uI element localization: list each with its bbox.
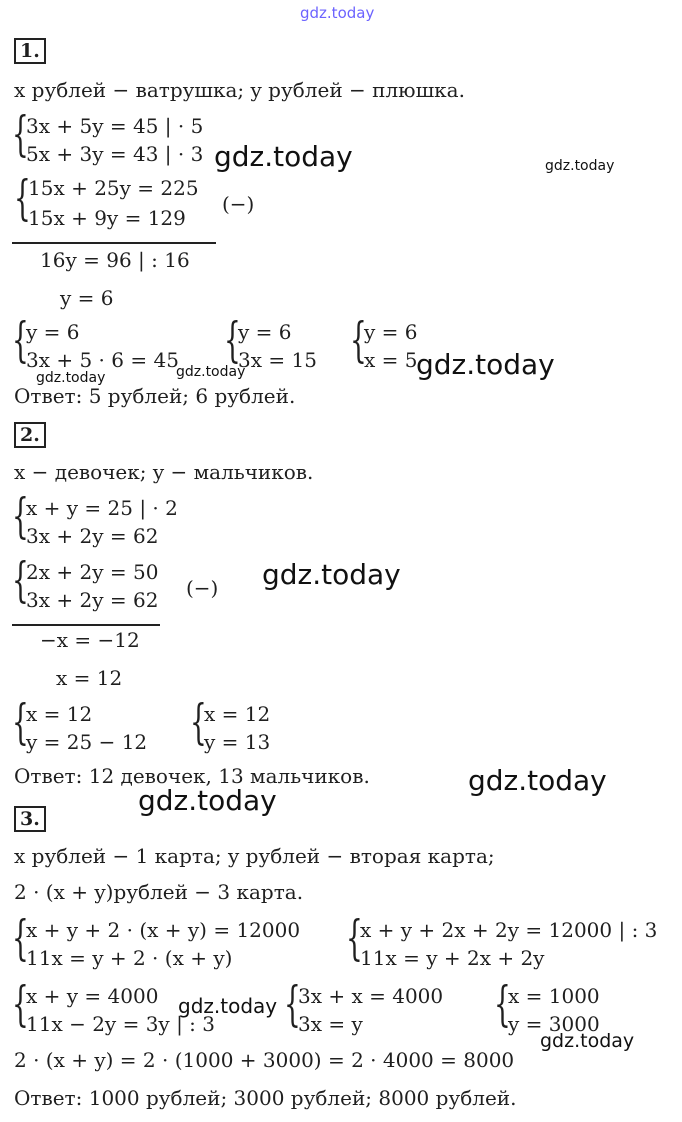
subtraction-line [12,624,160,626]
brace: { [350,312,367,368]
equation: 15x + 25y = 225 [28,176,199,200]
equation: 3x = y [298,1012,363,1036]
equation: 3x + 2y = 62 [26,588,159,612]
brace: { [190,694,207,750]
problem-2-answer: Ответ: 12 девочек, 13 мальчиков. [14,764,370,788]
problem-3-intro-line1: x рублей − 1 карта; y рублей − вторая карта; [14,844,495,868]
watermark: gdz.today [468,764,607,797]
brace: { [12,488,29,544]
brace: { [12,106,29,162]
minus-operator: (−) [186,576,219,600]
equation: x = 1000 [508,984,600,1008]
problem-1-intro: x рублей − ватрушка; y рублей − плюшка. [14,78,465,102]
equation: y = 25 − 12 [26,730,148,754]
result: y = 6 [60,286,114,310]
equation: 3x + 5y = 45 | · 5 [26,114,204,138]
equation: x = 12 [26,702,93,726]
brace: { [494,976,511,1032]
brace: { [12,552,29,608]
minus-operator: (−) [222,192,255,216]
problem-1-answer: Ответ: 5 рублей; 6 рублей. [14,384,296,408]
equation: 3x + x = 4000 [298,984,444,1008]
equation: 11x − 2y = 3y | : 3 [26,1012,215,1036]
problem-3-calculation: 2 · (x + y) = 2 · (1000 + 3000) = 2 · 4000 = 8000 [14,1048,515,1072]
watermark: gdz.today [36,370,106,386]
problem-2-intro: x − девочек; y − мальчиков. [14,460,314,484]
equation: 2x + 2y = 50 [26,560,159,584]
brace: { [12,910,29,966]
watermark: gdz.today [214,140,353,173]
subtraction-line [12,242,216,244]
watermark: gdz.today [540,1030,635,1052]
brace: { [224,312,241,368]
equation: 3x + 5 · 6 = 45 [26,348,179,372]
brace: { [284,976,301,1032]
equation: y = 3000 [508,1012,600,1036]
equation: x + y = 25 | · 2 [26,496,178,520]
difference: −x = −12 [40,628,140,652]
problem-3-answer: Ответ: 1000 рублей; 3000 рублей; 8000 рублей. [14,1086,517,1110]
watermark: gdz.today [176,364,246,380]
equation: x = 5 [364,348,418,372]
equation: 3x + 2y = 62 [26,524,159,548]
equation: 11x = y + 2 · (x + y) [26,946,233,970]
equation: y = 6 [238,320,292,344]
equation: x + y = 4000 [26,984,159,1008]
brace: { [346,910,363,966]
equation: y = 6 [26,320,80,344]
equation: y = 6 [364,320,418,344]
equation: 15x + 9y = 129 [28,206,186,230]
brace: { [14,170,31,226]
brace: { [12,694,29,750]
equation: x = 12 [204,702,271,726]
watermark: gdz.today [138,784,277,817]
result: x = 12 [56,666,123,690]
equation: x + y + 2x + 2y = 12000 | : 3 [360,918,658,942]
problem-3-intro-line2: 2 · (x + y)рублей − 3 карта. [14,880,304,904]
brace: { [12,976,29,1032]
watermark-top: gdz.today [300,4,375,22]
problem-1-number: 1. [14,38,46,64]
equation: 11x = y + 2x + 2y [360,946,545,970]
equation: y = 13 [204,730,271,754]
watermark: gdz.today [416,348,555,381]
watermark: gdz.today [262,558,401,591]
watermark: gdz.today [178,994,278,1018]
problem-2-number: 2. [14,422,46,448]
difference: 16y = 96 | : 16 [40,248,190,272]
equation: 3x = 15 [238,348,317,372]
watermark: gdz.today [545,158,615,174]
problem-3-number: 3. [14,806,46,832]
brace: { [12,312,29,368]
equation: x + y + 2 · (x + y) = 12000 [26,918,301,942]
equation: 5x + 3y = 43 | · 3 [26,142,204,166]
